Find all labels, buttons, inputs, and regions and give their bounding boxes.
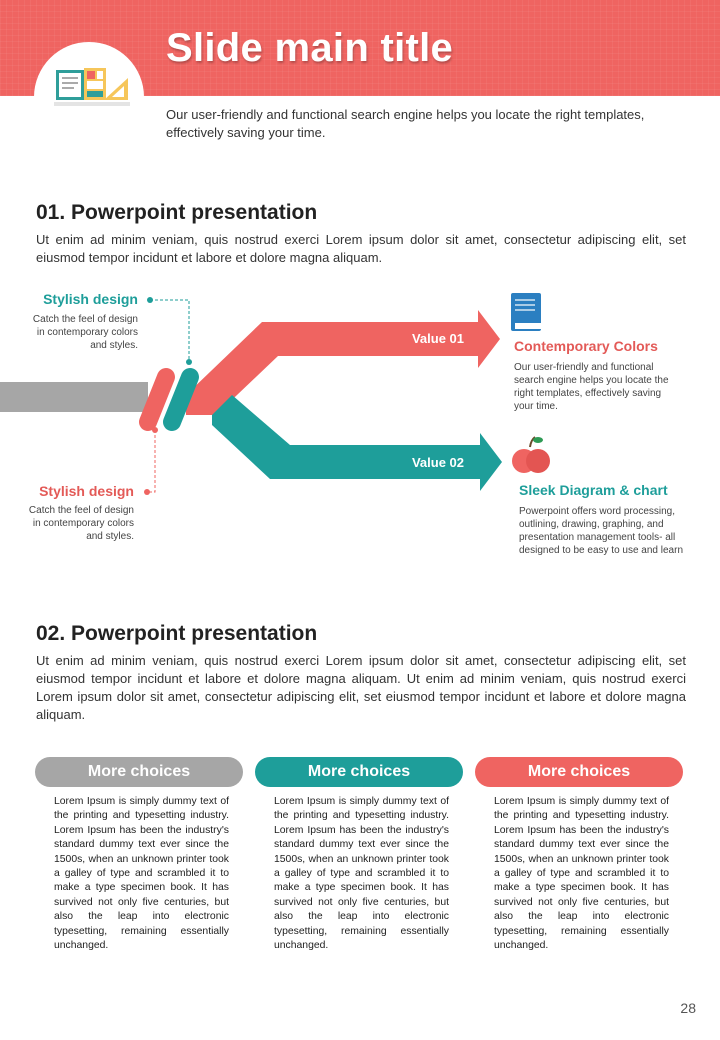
input-bar	[0, 382, 148, 412]
book-icon	[511, 293, 541, 331]
stylish-design-top-desc: Catch the feel of design in contemporary colors and styles.	[32, 314, 138, 351]
value-02-label: Value 02	[411, 455, 464, 470]
teal-link	[172, 377, 190, 422]
page-title: Slide main title	[166, 26, 454, 70]
section-1-body: Ut enim ad minim veniam, quis nostrud exerci Lorem ipsum dolor sit amet, consectetur adipiscing elit, set eiusmod tempor incidunt et labore et dolore magna aliquam.	[36, 232, 686, 265]
more-choices-button-3[interactable]: More choices	[475, 757, 683, 787]
section-2-body: Ut enim ad minim veniam, quis nostrud exerci Lorem ipsum dolor sit amet, consectetur adipiscing elit, set eiusmod tempor incidunt et labore et dolore magna aliquam. Ut enim ad minim veniam, quis nostrud exerci Lorem ipsum dolor sit amet, consectetur adipiscing elit, set eiusmod tempor incidunt et labore et dolore magna aliquam.	[36, 653, 686, 722]
value-01-label: Value 01	[411, 331, 464, 346]
coral-dot-mid	[152, 427, 158, 433]
stylish-design-bottom-desc: Catch the feel of design in contemporary colors and styles.	[28, 505, 134, 542]
stylish-design-bottom-title: Stylish design	[39, 483, 134, 499]
choice-3-text: Lorem Ipsum is simply dummy text of the printing and typesetting industry. Lorem Ipsum has been the industry's standard dummy text ever since the 1500s, when an unknown printer took a galley of type and scrambled it to make a type specimen book. It has survived not only five centuries, but also the leap into electronic typesetting, remaining essentially unchanged.	[494, 796, 669, 952]
arrow-value-02	[212, 395, 502, 491]
apple-icon	[512, 437, 550, 473]
coral-dot-bottom	[144, 489, 150, 495]
more-choices-button-2[interactable]: More choices	[255, 757, 463, 787]
teal-dot-top	[147, 297, 153, 303]
stationery-icon	[54, 66, 132, 114]
page-number: 28	[680, 1000, 696, 1016]
more-choices-button-1[interactable]: More choices	[35, 757, 243, 787]
section-1-title: 01. Powerpoint presentation	[36, 201, 318, 224]
choice-2-text: Lorem Ipsum is simply dummy text of the printing and typesetting industry. Lorem Ipsum has been the industry's standard dummy text ever since the 1500s, when an unknown printer took a galley of type and scrambled it to make a type specimen book. It has survived not only five centuries, but also the leap into electronic typesetting, remaining essentially unchanged.	[274, 796, 449, 952]
choice-1-text: Lorem Ipsum is simply dummy text of the printing and typesetting industry. Lorem Ipsum has been the industry's standard dummy text ever since the 1500s, when an unknown printer took a galley of type and scrambled it to make a type specimen book. It has survived not only five centuries, but also the leap into electronic typesetting, remaining essentially unchanged.	[54, 796, 229, 952]
contemporary-colors-title: Contemporary Colors	[514, 338, 658, 354]
contemporary-colors-desc: Our user-friendly and functional search engine helps you locate the right templates, effectively saving your time.	[514, 362, 669, 412]
stylish-design-top-title: Stylish design	[43, 291, 138, 307]
teal-dot-mid	[186, 359, 192, 365]
section-2-title: 02. Powerpoint presentation	[36, 622, 318, 645]
sleek-diagram-title: Sleek Diagram & chart	[519, 482, 668, 498]
coral-link	[148, 377, 166, 422]
page-subtitle: Our user-friendly and functional search engine helps you locate the right templates, effectively saving your time.	[166, 107, 645, 140]
sleek-diagram-desc: Powerpoint offers word processing, outlining, drawing, graphing, and presentation management tools- all designed to be easy to use and learn	[519, 506, 684, 556]
